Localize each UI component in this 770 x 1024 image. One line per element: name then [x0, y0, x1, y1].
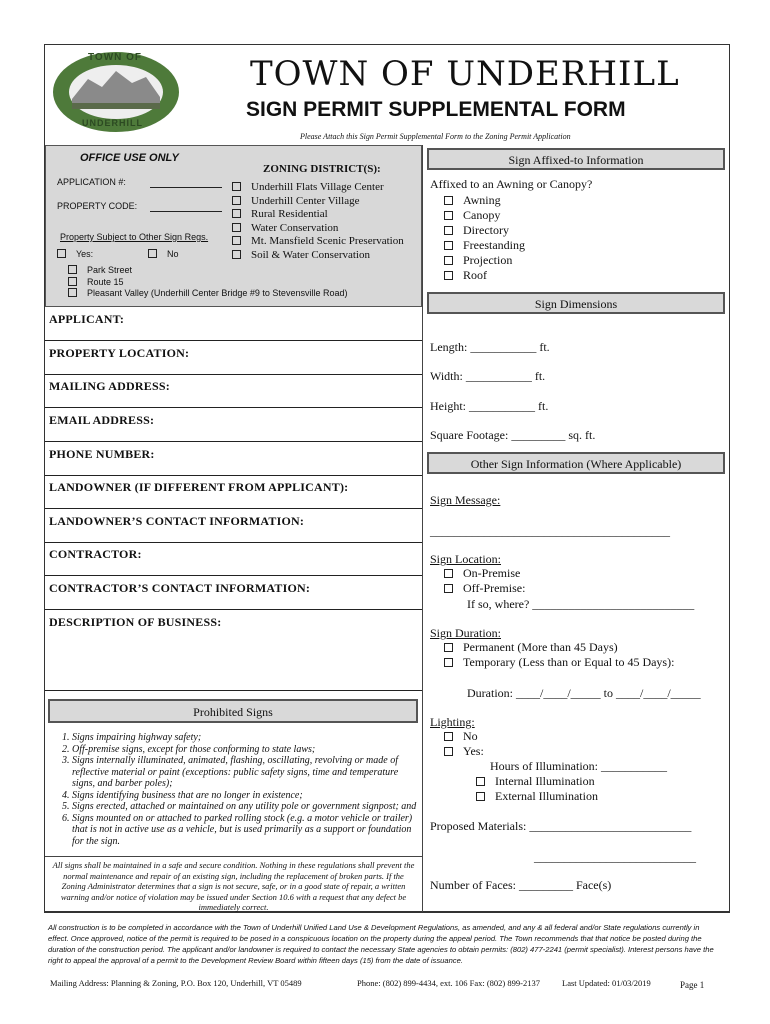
- checkbox-icon: [444, 256, 453, 265]
- phone-number-line[interactable]: [45, 475, 422, 476]
- height-field[interactable]: Height: ___________ ft.: [430, 399, 549, 413]
- proposed-materials[interactable]: Proposed Materials: ___________________________: [430, 819, 692, 833]
- checkbox-icon: [148, 249, 157, 258]
- property-location-label: PROPERTY LOCATION:: [49, 346, 190, 360]
- zoning-title: ZONING DISTRICT(S):: [263, 163, 381, 175]
- application-line[interactable]: [150, 187, 222, 188]
- road-list: [68, 265, 347, 300]
- zoning-scenic-preservation[interactable]: Mt. Mansfield Scenic Preservation: [232, 235, 404, 249]
- affixed-options: [444, 193, 525, 283]
- affixed-question: Affixed to an Awning or Canopy?: [430, 177, 593, 191]
- zoning-list: [232, 181, 404, 262]
- prohibited-item: 5. Signs erected, attached or maintained on any utility pole or government signpost; and: [72, 801, 420, 813]
- number-of-faces[interactable]: Number of Faces: _________ Face(s): [430, 878, 612, 892]
- checkbox-icon: [476, 777, 485, 786]
- illumination-options: [476, 774, 598, 804]
- office-use-title: OFFICE USE ONLY: [80, 152, 179, 164]
- checkbox-icon: [444, 584, 453, 593]
- applicant-line[interactable]: [45, 340, 422, 341]
- town-title: TOWN OF UNDERHILL: [250, 54, 680, 94]
- dimensions-header: Sign Dimensions: [427, 292, 725, 314]
- application-label: APPLICATION #:: [57, 177, 126, 187]
- column-divider: [422, 145, 423, 912]
- landowner-label: LANDOWNER (IF DIFFERENT FROM APPLICANT):: [49, 480, 349, 494]
- checkbox-icon: [68, 265, 77, 274]
- checkbox-icon: [57, 249, 66, 258]
- zoning-flats-village[interactable]: Underhill Flats Village Center: [232, 181, 404, 195]
- lighting-yes[interactable]: Yes:: [444, 744, 484, 759]
- property-location-line[interactable]: [45, 374, 422, 375]
- footer-notice: All construction is to be completed in accordance with the Town of Underhill Unified Land Use & Development Regulations, as amended, and any & all federal and/or State regulations currently in effect. Once approved, notice of the permit is required to be posed in a conspicuous location on the property during the appeal period. The Town recommends that that notice be posted during the duration of the construction period. The applicant and/or landowner is required to contact the necessary State agencies to obtain permits: (802) 477-2241 (permit specialist). Interest persons have the right to appeal the approval of a permit to the Development Review Board within fifteen days (15) from the date of issuance.: [48, 923, 714, 965]
- prohibited-header: Prohibited Signs: [48, 699, 418, 723]
- external-illumination[interactable]: External Illumination: [476, 789, 598, 804]
- duration-dates[interactable]: Duration: ____/____/_____ to ____/____/_____: [467, 686, 701, 700]
- checkbox-icon: [444, 658, 453, 667]
- subject-regs-label: Property Subject to Other Sign Regs.: [60, 232, 209, 242]
- affixed-freestanding[interactable]: Freestanding: [444, 238, 525, 253]
- phone-number-label: PHONE NUMBER:: [49, 447, 155, 461]
- property-code-line[interactable]: [150, 211, 222, 212]
- lighting-no[interactable]: No: [444, 729, 484, 744]
- zoning-rural-residential[interactable]: Rural Residential: [232, 208, 404, 222]
- checkbox-icon: [68, 277, 77, 286]
- description-divider: [45, 690, 422, 691]
- checkbox-icon: [444, 271, 453, 280]
- contractor-contact-line[interactable]: [45, 609, 422, 610]
- sign-duration-label: Sign Duration:: [430, 626, 501, 640]
- checkbox-icon: [444, 211, 453, 220]
- checkbox-icon: [444, 241, 453, 250]
- contractor-label: CONTRACTOR:: [49, 547, 142, 561]
- length-field[interactable]: Length: ___________ ft.: [430, 340, 550, 354]
- contractor-contact-label: CONTRACTOR’S CONTACT INFORMATION:: [49, 581, 311, 595]
- permanent-option[interactable]: Permanent (More than 45 Days): [444, 640, 674, 655]
- off-premise-where[interactable]: If so, where? ___________________________: [467, 597, 695, 611]
- prohibited-item: 6. Signs mounted on or attached to parked rolling stock (e.g. a motor vehicle or trailer) that is not in active use as a vehicle, but is used primarily as a support or foundation for the sign.: [72, 813, 420, 848]
- hours-illumination[interactable]: Hours of Illumination: ___________: [490, 759, 667, 773]
- footer-divider: [44, 912, 730, 913]
- landowner-line[interactable]: [45, 508, 422, 509]
- road-pleasant-valley[interactable]: Pleasant Valley (Underhill Center Bridge #9 to Stevensville Road): [68, 288, 347, 300]
- prohibited-item: 4. Signs identifying business that are no longer in existence;: [72, 790, 420, 802]
- email-address-line[interactable]: [45, 441, 422, 442]
- property-code-label: PROPERTY CODE:: [57, 201, 138, 211]
- applicant-fields: [45, 307, 422, 690]
- checkbox-icon: [444, 196, 453, 205]
- other-info-header: Other Sign Information (Where Applicable): [427, 452, 725, 474]
- attach-note: Please Attach this Sign Permit Supplemental Form to the Zoning Permit Application: [300, 132, 571, 141]
- affixed-roof[interactable]: Roof: [444, 268, 525, 283]
- affixed-projection[interactable]: Projection: [444, 253, 525, 268]
- checkbox-icon: [232, 196, 241, 205]
- checkbox-icon: [444, 569, 453, 578]
- affixed-header: Sign Affixed-to Information: [427, 148, 725, 170]
- checkbox-icon: [444, 226, 453, 235]
- landowner-contact-line[interactable]: [45, 542, 422, 543]
- page-number: Page 1: [680, 980, 705, 990]
- regs-yes[interactable]: Yes:: [57, 249, 93, 259]
- lighting-options: [444, 729, 484, 759]
- phone-fax: Phone: (802) 899-4434, ext. 106 Fax: (802) 899-2137: [357, 978, 540, 988]
- square-footage-field[interactable]: Square Footage: _________ sq. ft.: [430, 428, 596, 442]
- zoning-center-village[interactable]: Underhill Center Village: [232, 195, 404, 209]
- checkbox-icon: [232, 209, 241, 218]
- checkbox-icon: [232, 250, 241, 259]
- checkbox-icon: [444, 747, 453, 756]
- internal-illumination[interactable]: Internal Illumination: [476, 774, 598, 789]
- sign-location-label: Sign Location:: [430, 552, 501, 566]
- sign-message-line[interactable]: ________________________________________: [430, 524, 670, 538]
- lighting-label: Lighting:: [430, 715, 475, 729]
- form-title: SIGN PERMIT SUPPLEMENTAL FORM: [246, 98, 626, 121]
- checkbox-icon: [444, 732, 453, 741]
- checkbox-icon: [444, 643, 453, 652]
- width-field[interactable]: Width: ___________ ft.: [430, 369, 546, 383]
- description-business-label: DESCRIPTION OF BUSINESS:: [49, 615, 222, 629]
- prohibited-item: 3. Signs internally illuminated, animated, flashing, oscillating, revolving or made of reflective material or paint (exceptions: public safety signs, time and temperature signs, and barber poles);: [72, 755, 420, 790]
- email-address-label: EMAIL ADDRESS:: [49, 413, 155, 427]
- duration-options: [444, 640, 674, 670]
- sign-message-label: Sign Message:: [430, 493, 501, 507]
- applicant-label: APPLICANT:: [49, 312, 125, 326]
- checkbox-icon: [232, 182, 241, 191]
- mailing-address-line[interactable]: [45, 407, 422, 408]
- regs-no[interactable]: No: [148, 249, 179, 259]
- seal-top-text: TOWN OF: [88, 52, 143, 63]
- checkbox-icon: [232, 223, 241, 232]
- proposed-materials-line[interactable]: ___________________________: [534, 850, 696, 864]
- zoning-soil-water[interactable]: Soil & Water Conservation: [232, 249, 404, 263]
- prohibited-list: [72, 732, 420, 847]
- zoning-water-conservation[interactable]: Water Conservation: [232, 222, 404, 236]
- on-premise-option[interactable]: On-Premise: [444, 566, 525, 581]
- mailing-address: Mailing Address: Planning & Zoning, P.O. Box 120, Underhill, VT 05489: [50, 978, 302, 988]
- checkbox-icon: [232, 236, 241, 245]
- checkbox-icon: [476, 792, 485, 801]
- seal-bottom-text: UNDERHILL: [82, 118, 143, 128]
- prohibited-item: 1. Signs impairing highway safety;: [72, 732, 420, 744]
- landowner-contact-label: LANDOWNER’S CONTACT INFORMATION:: [49, 514, 305, 528]
- location-options: [444, 566, 525, 596]
- prohibited-item: 2. Off-premise signs, except for those conforming to state laws;: [72, 744, 420, 756]
- road-park-street[interactable]: Park Street: [68, 265, 347, 277]
- maintenance-note: All signs shall be maintained in a safe and secure condition. Nothing in these regulations shall prevent the normal maintenance and repair of an existing sign, including the replacement of broken parts. If the Zoning Administrator determines that a sign is not secure, safe, or in a good state of repair, a written warning and/or notice of violation may be issued under Section 10.6 with a request that any defect be immediately correct.: [45, 856, 422, 912]
- contractor-line[interactable]: [45, 575, 422, 576]
- affixed-directory[interactable]: Directory: [444, 223, 525, 238]
- road-route-15[interactable]: Route 15: [68, 277, 347, 289]
- off-premise-option[interactable]: Off-Premise:: [444, 581, 525, 596]
- affixed-canopy[interactable]: Canopy: [444, 208, 525, 223]
- mailing-address-label: MAILING ADDRESS:: [49, 379, 170, 393]
- checkbox-icon: [68, 288, 77, 297]
- last-updated: Last Updated: 01/03/2019: [562, 978, 651, 988]
- affixed-awning[interactable]: Awning: [444, 193, 525, 208]
- temporary-option[interactable]: Temporary (Less than or Equal to 45 Days):: [444, 655, 674, 670]
